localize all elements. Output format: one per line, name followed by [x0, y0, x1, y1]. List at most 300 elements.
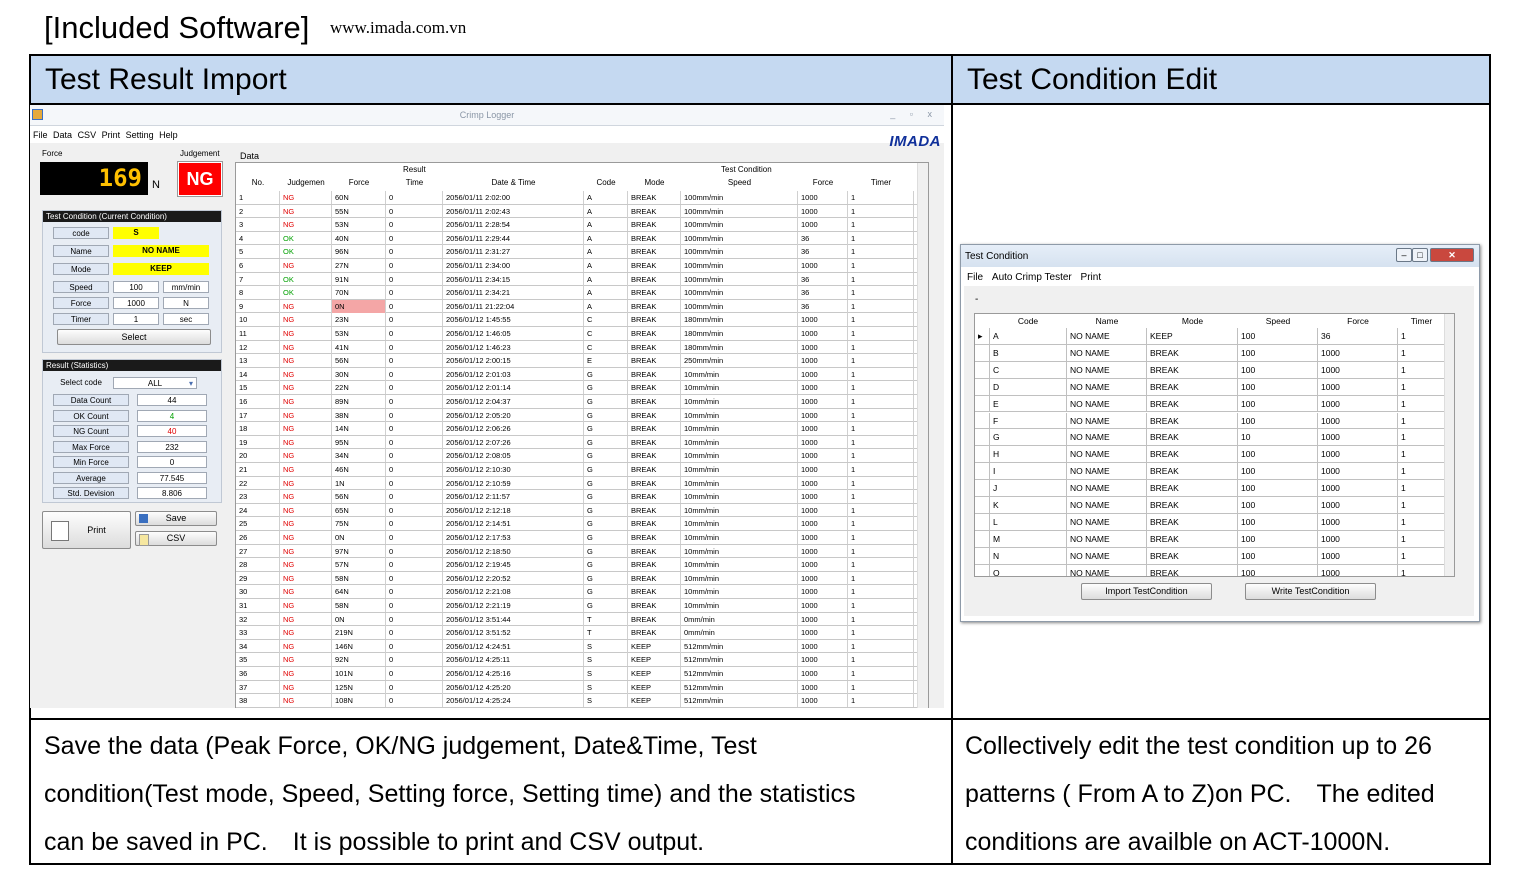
tc-row[interactable] [975, 531, 1445, 548]
table-cell: 16 [236, 395, 280, 408]
tc-cell[interactable]: 1 [1398, 497, 1445, 513]
table-cell: 1000 [798, 409, 848, 422]
menu-print[interactable]: Print [101, 130, 121, 140]
table-row[interactable] [236, 449, 917, 463]
tc-row[interactable] [975, 548, 1445, 565]
table-cell: BREAK [628, 368, 681, 381]
tc-cell[interactable]: 100 [1238, 396, 1318, 412]
tc-cell[interactable]: NO NAME [1067, 345, 1147, 361]
table-cell: 1 [848, 313, 914, 326]
tc-menu-print[interactable]: Print [1080, 272, 1102, 283]
table-cell: 10mm/min [681, 368, 798, 381]
table-cell: NG [280, 681, 332, 694]
window-controls[interactable]: _ ▫ x [890, 109, 938, 119]
table-cell: 60N [332, 191, 386, 204]
tc-cell[interactable]: 1 [1398, 548, 1445, 564]
column-header[interactable]: Force [348, 178, 370, 187]
table-cell: BREAK [628, 218, 681, 231]
tc-cell[interactable]: 1 [1398, 463, 1445, 479]
table-row[interactable] [236, 286, 917, 300]
table-cell: 0 [386, 286, 443, 299]
table-cell: 56N [332, 490, 386, 503]
table-row[interactable] [236, 585, 917, 599]
table-cell: 1000 [798, 667, 848, 680]
tc-cell[interactable]: I [989, 463, 1067, 479]
tc-cell[interactable]: 100 [1238, 362, 1318, 378]
table-cell: 2056/01/12 2:12:18 [443, 504, 584, 517]
table-row[interactable] [236, 436, 917, 450]
tc-cell[interactable]: 1000 [1318, 548, 1398, 564]
tc-cell[interactable]: NO NAME [1067, 514, 1147, 530]
tc-cell[interactable]: KEEP [1147, 328, 1238, 344]
table-cell: 21 [236, 463, 280, 476]
tc-cell[interactable]: 1000 [1318, 565, 1398, 577]
tc-cell[interactable]: 100 [1238, 463, 1318, 479]
tc-cell[interactable]: BREAK [1147, 362, 1238, 378]
import-testcondition-button[interactable]: Import TestCondition [1081, 583, 1212, 600]
condition-value[interactable]: 1000 [113, 297, 159, 309]
table-cell: A [584, 205, 628, 218]
condition-value[interactable]: 100 [113, 281, 159, 293]
tc-column-header[interactable]: Name [1095, 316, 1119, 326]
tc-cell[interactable]: BREAK [1147, 446, 1238, 462]
table-cell: NG [280, 531, 332, 544]
table-cell: 0 [386, 585, 443, 598]
tc-row[interactable] [975, 429, 1445, 446]
tc-cell[interactable]: 1000 [1318, 379, 1398, 395]
table-cell: NG [280, 449, 332, 462]
table-cell: 1000 [798, 477, 848, 490]
tc-cell[interactable]: 1000 [1318, 497, 1398, 513]
tc-cell[interactable]: NO NAME [1067, 497, 1147, 513]
table-cell: 2056/01/12 3:51:52 [443, 626, 584, 639]
table-row[interactable] [236, 409, 917, 423]
page-heading: [Included Software] [44, 10, 310, 45]
table-row[interactable] [236, 191, 917, 205]
tc-cell[interactable]: 1000 [1318, 429, 1398, 445]
tc-cell[interactable]: NO NAME [1067, 565, 1147, 577]
column-header[interactable]: Timer [870, 178, 892, 187]
table-cell: 1 [848, 599, 914, 612]
tc-column-header[interactable]: Timer [1410, 316, 1433, 326]
table-row[interactable] [236, 640, 917, 654]
tc-row[interactable] [975, 463, 1445, 480]
table-cell: 1 [848, 613, 914, 626]
tc-cell[interactable]: 1 [1398, 429, 1445, 445]
table-cell: 26 [236, 531, 280, 544]
menu-file[interactable]: File [33, 130, 48, 140]
tc-cell[interactable]: 1000 [1318, 345, 1398, 361]
table-cell: A [584, 286, 628, 299]
grid-header [236, 163, 917, 190]
tc-menu-auto-crimp-tester[interactable]: Auto Crimp Tester [991, 272, 1072, 283]
table-cell: G [584, 531, 628, 544]
tc-menu-file[interactable]: File [967, 272, 984, 283]
table-cell: NG [280, 626, 332, 639]
table-cell: NG [280, 545, 332, 558]
table-row[interactable] [236, 694, 917, 708]
tc-cell[interactable]: 100 [1238, 480, 1318, 496]
condition-unit: mm/min [163, 281, 209, 293]
table-cell: 10mm/min [681, 572, 798, 585]
select-code-dropdown[interactable] [113, 377, 197, 389]
tc-cell[interactable]: 100 [1238, 345, 1318, 361]
column-header[interactable]: Judgemen [287, 178, 325, 187]
table-cell: 3 [236, 218, 280, 231]
statistics-row [53, 456, 209, 468]
table-cell: NG [280, 341, 332, 354]
condition-key: code [53, 227, 109, 239]
table-cell: 1000 [798, 504, 848, 517]
tc-cell[interactable]: NO NAME [1067, 328, 1147, 344]
table-cell: 2056/01/12 2:14:51 [443, 517, 584, 530]
tc-cell[interactable]: BREAK [1147, 413, 1238, 429]
tc-cell[interactable]: M [989, 531, 1067, 547]
table-cell: 27 [236, 545, 280, 558]
table-cell: NG [280, 313, 332, 326]
table-cell: 0 [386, 341, 443, 354]
tc-cell[interactable]: BREAK [1147, 565, 1238, 577]
tc-row[interactable] [975, 328, 1445, 345]
table-row[interactable] [236, 667, 917, 681]
table-cell: 1000 [798, 585, 848, 598]
table-cell: NG [280, 205, 332, 218]
save-button-label: Save [165, 513, 187, 523]
tc-cell[interactable]: 1 [1398, 396, 1445, 412]
table-row[interactable] [236, 422, 917, 436]
tc-cell[interactable]: 1 [1398, 328, 1445, 344]
table-cell: 0 [386, 300, 443, 313]
table-row[interactable] [236, 681, 917, 695]
tc-cell[interactable]: 1 [1398, 565, 1445, 577]
tc-grid-scrollbar[interactable] [1444, 314, 1454, 576]
tc-cell[interactable]: 1000 [1318, 514, 1398, 530]
tc-cell[interactable]: BREAK [1147, 396, 1238, 412]
select-code-label: Select code [60, 378, 102, 387]
table-cell: 219N [332, 626, 386, 639]
table-row[interactable] [236, 463, 917, 477]
table-cell: 2056/01/12 2:08:05 [443, 449, 584, 462]
force-label: Force [42, 149, 63, 158]
table-row[interactable] [236, 517, 917, 531]
table-cell: 1 [848, 409, 914, 422]
tc-cell[interactable]: BREAK [1147, 345, 1238, 361]
table-cell: 1 [848, 477, 914, 490]
tc-cell[interactable]: D [989, 379, 1067, 395]
menu-help[interactable]: Help [159, 130, 178, 140]
minimize-icon[interactable]: – [1396, 248, 1412, 262]
table-cell: BREAK [628, 205, 681, 218]
tc-cell[interactable]: 1 [1398, 514, 1445, 530]
column-header[interactable]: Date & Time [491, 178, 536, 187]
table-cell: 0 [386, 422, 443, 435]
table-row[interactable] [236, 354, 917, 368]
tc-cell[interactable]: 100 [1238, 514, 1318, 530]
tc-row[interactable] [975, 379, 1445, 396]
table-row[interactable] [236, 341, 917, 355]
tc-cell[interactable]: F [989, 413, 1067, 429]
table-row[interactable] [236, 626, 917, 640]
statistics-row [53, 410, 209, 422]
tc-cell[interactable]: L [989, 514, 1067, 530]
condition-unit: sec [163, 313, 209, 325]
condition-value[interactable]: 1 [113, 313, 159, 325]
table-row[interactable] [236, 245, 917, 259]
tc-cell[interactable]: 1000 [1318, 480, 1398, 496]
table-row[interactable] [236, 368, 917, 382]
table-cell: G [584, 599, 628, 612]
statistics-value: 44 [137, 394, 207, 406]
tc-cell[interactable]: 1000 [1318, 362, 1398, 378]
table-row[interactable] [236, 572, 917, 586]
tc-cell[interactable]: C [989, 362, 1067, 378]
table-cell: 2056/01/12 2:19:45 [443, 558, 584, 571]
tc-cell[interactable]: B [989, 345, 1067, 361]
table-cell: 36 [798, 286, 848, 299]
left-section-title: Test Result Import [31, 56, 951, 105]
table-cell: 2056/01/12 4:24:51 [443, 640, 584, 653]
table-row[interactable] [236, 477, 917, 491]
tc-cell[interactable]: NO NAME [1067, 463, 1147, 479]
menu-data[interactable]: Data [53, 130, 73, 140]
tc-cell[interactable]: E [989, 396, 1067, 412]
force-display: 169 [40, 162, 148, 195]
tc-cell[interactable]: NO NAME [1067, 531, 1147, 547]
table-cell: 1 [848, 449, 914, 462]
tc-cell[interactable]: 10 [1238, 429, 1318, 445]
column-header[interactable]: Time [405, 178, 424, 187]
tc-cell[interactable]: 36 [1318, 328, 1398, 344]
table-row[interactable] [236, 313, 917, 327]
table-cell: 0 [386, 653, 443, 666]
tc-column-header[interactable]: Code [1017, 316, 1039, 326]
tc-row[interactable] [975, 345, 1445, 362]
table-cell: NG [280, 422, 332, 435]
table-row[interactable] [236, 613, 917, 627]
column-header[interactable]: No. [251, 178, 265, 187]
table-cell: 1 [848, 585, 914, 598]
table-cell: 19 [236, 436, 280, 449]
tc-cell[interactable]: 1000 [1318, 446, 1398, 462]
table-cell: 2056/01/12 2:01:14 [443, 381, 584, 394]
tc-cell[interactable]: A [989, 328, 1067, 344]
tc-cell[interactable]: NO NAME [1067, 480, 1147, 496]
tc-cell[interactable]: 100 [1238, 531, 1318, 547]
column-header[interactable]: Code [596, 178, 616, 187]
tc-row[interactable] [975, 413, 1445, 430]
print-button[interactable] [42, 511, 131, 549]
table-cell: 2056/01/11 2:34:00 [443, 259, 584, 272]
table-row[interactable] [236, 381, 917, 395]
table-cell: 22N [332, 381, 386, 394]
tc-cell[interactable]: 1 [1398, 345, 1445, 361]
table-cell: 10mm/min [681, 381, 798, 394]
tc-cell[interactable]: NO NAME [1067, 413, 1147, 429]
tc-cell[interactable]: O [989, 565, 1067, 577]
table-cell: 0 [386, 381, 443, 394]
tc-cell[interactable]: BREAK [1147, 548, 1238, 564]
table-row[interactable] [236, 327, 917, 341]
table-row[interactable] [236, 490, 917, 504]
table-row[interactable] [236, 232, 917, 246]
tc-grid[interactable] [974, 313, 1455, 577]
tc-cell[interactable]: 1000 [1318, 531, 1398, 547]
table-cell: 46N [332, 463, 386, 476]
tc-cell[interactable]: 100 [1238, 328, 1318, 344]
table-cell: 1000 [798, 545, 848, 558]
table-cell: 108N [332, 694, 386, 707]
tc-row[interactable] [975, 480, 1445, 497]
menu-csv[interactable]: CSV [77, 130, 97, 140]
statistics-value: 0 [137, 456, 207, 468]
tc-row[interactable] [975, 514, 1445, 531]
table-cell: 29 [236, 572, 280, 585]
table-row[interactable] [236, 395, 917, 409]
tc-cell[interactable]: 100 [1238, 379, 1318, 395]
tc-cell[interactable]: BREAK [1147, 514, 1238, 530]
tc-cell[interactable]: NO NAME [1067, 446, 1147, 462]
table-row[interactable] [236, 300, 917, 314]
result-data-grid[interactable] [235, 162, 929, 708]
csv-button[interactable] [135, 531, 217, 546]
statistics-value: 77.545 [137, 472, 207, 484]
tc-row[interactable] [975, 362, 1445, 379]
table-cell: BREAK [628, 300, 681, 313]
tc-cell[interactable]: BREAK [1147, 497, 1238, 513]
imada-logo: IMADA [889, 133, 941, 150]
table-row[interactable] [236, 599, 917, 613]
table-cell: A [584, 259, 628, 272]
table-cell: 10mm/min [681, 436, 798, 449]
tc-cell[interactable]: H [989, 446, 1067, 462]
table-cell: 70N [332, 286, 386, 299]
save-button[interactable] [135, 511, 217, 526]
table-cell: C [584, 327, 628, 340]
table-cell: 27N [332, 259, 386, 272]
table-row[interactable] [236, 545, 917, 559]
table-cell: 100mm/min [681, 300, 798, 313]
table-cell: 1000 [798, 681, 848, 694]
table-cell: G [584, 572, 628, 585]
tc-row[interactable] [975, 446, 1445, 463]
maximize-icon[interactable]: □ [1412, 248, 1428, 262]
table-row[interactable] [236, 273, 917, 287]
table-cell: 512mm/min [681, 653, 798, 666]
tc-column-header[interactable]: Force [1347, 316, 1369, 326]
tc-row[interactable] [975, 396, 1445, 413]
table-cell: 8 [236, 286, 280, 299]
table-cell: 1 [848, 273, 914, 286]
statistics-row [53, 472, 209, 484]
tc-cell[interactable]: 1000 [1318, 413, 1398, 429]
table-cell: 2056/01/12 2:10:30 [443, 463, 584, 476]
write-testcondition-button[interactable]: Write TestCondition [1245, 583, 1376, 600]
table-cell: 96N [332, 245, 386, 258]
column-header[interactable]: Speed [727, 178, 752, 187]
column-header[interactable]: Force [812, 178, 834, 187]
table-cell: 1000 [798, 341, 848, 354]
tc-body [964, 286, 1474, 616]
tc-cell[interactable]: 100 [1238, 548, 1318, 564]
column-header[interactable]: Mode [644, 178, 665, 187]
grid-scrollbar[interactable] [917, 163, 928, 708]
table-cell: S [584, 694, 628, 707]
tc-cell[interactable]: 1000 [1318, 396, 1398, 412]
tc-cell[interactable]: J [989, 480, 1067, 496]
tc-cell[interactable]: NO NAME [1067, 362, 1147, 378]
table-cell: 1 [848, 667, 914, 680]
table-cell: 1000 [798, 436, 848, 449]
tc-cell[interactable]: N [989, 548, 1067, 564]
table-cell: 56N [332, 354, 386, 367]
table-cell: 2056/01/12 2:21:08 [443, 585, 584, 598]
tc-column-header[interactable]: Speed [1265, 316, 1291, 326]
table-row[interactable] [236, 259, 917, 273]
table-cell: 23 [236, 490, 280, 503]
tc-cell[interactable]: 1 [1398, 480, 1445, 496]
tc-cell[interactable]: 1 [1398, 413, 1445, 429]
menu-setting[interactable]: Setting [125, 130, 154, 140]
tc-cell[interactable]: 1000 [1318, 463, 1398, 479]
table-row[interactable] [236, 558, 917, 572]
tc-cell[interactable]: BREAK [1147, 429, 1238, 445]
table-cell: 1000 [798, 205, 848, 218]
tc-cell[interactable]: 1 [1398, 531, 1445, 547]
tc-cell[interactable]: 100 [1238, 446, 1318, 462]
table-row[interactable] [236, 531, 917, 545]
tc-cell[interactable]: G [989, 429, 1067, 445]
table-cell: 512mm/min [681, 694, 798, 707]
tc-cell[interactable]: 100 [1238, 413, 1318, 429]
condition-row [53, 281, 209, 293]
tc-cell[interactable]: NO NAME [1067, 379, 1147, 395]
tc-cell[interactable]: BREAK [1147, 379, 1238, 395]
select-button[interactable]: Select [57, 329, 211, 345]
tc-cell[interactable]: 1 [1398, 379, 1445, 395]
tc-cell[interactable]: 100 [1238, 565, 1318, 577]
tc-cell[interactable]: BREAK [1147, 480, 1238, 496]
tc-cell[interactable]: 1 [1398, 446, 1445, 462]
tc-row[interactable] [975, 565, 1445, 577]
table-cell: 33 [236, 626, 280, 639]
table-cell: BREAK [628, 286, 681, 299]
table-cell: 2056/01/12 2:18:50 [443, 545, 584, 558]
close-icon[interactable]: ✕ [1430, 248, 1474, 262]
table-cell: 10mm/min [681, 395, 798, 408]
tc-cell[interactable]: 1 [1398, 362, 1445, 378]
tc-cell[interactable]: K [989, 497, 1067, 513]
tc-cell[interactable]: BREAK [1147, 531, 1238, 547]
table-row[interactable] [236, 205, 917, 219]
table-cell: G [584, 381, 628, 394]
table-row[interactable] [236, 218, 917, 232]
tc-column-header[interactable]: Mode [1181, 316, 1204, 326]
tc-cell[interactable]: BREAK [1147, 463, 1238, 479]
tc-cell[interactable]: NO NAME [1067, 396, 1147, 412]
table-cell: 31 [236, 599, 280, 612]
tc-cell[interactable]: 100 [1238, 497, 1318, 513]
tc-cell[interactable]: NO NAME [1067, 429, 1147, 445]
table-row[interactable] [236, 504, 917, 518]
tc-row[interactable] [975, 497, 1445, 514]
table-cell: 101N [332, 667, 386, 680]
table-cell: 28 [236, 558, 280, 571]
table-row[interactable] [236, 653, 917, 667]
table-cell: 75N [332, 517, 386, 530]
table-cell: 10mm/min [681, 531, 798, 544]
tc-cell[interactable]: NO NAME [1067, 548, 1147, 564]
table-cell: 1000 [798, 490, 848, 503]
